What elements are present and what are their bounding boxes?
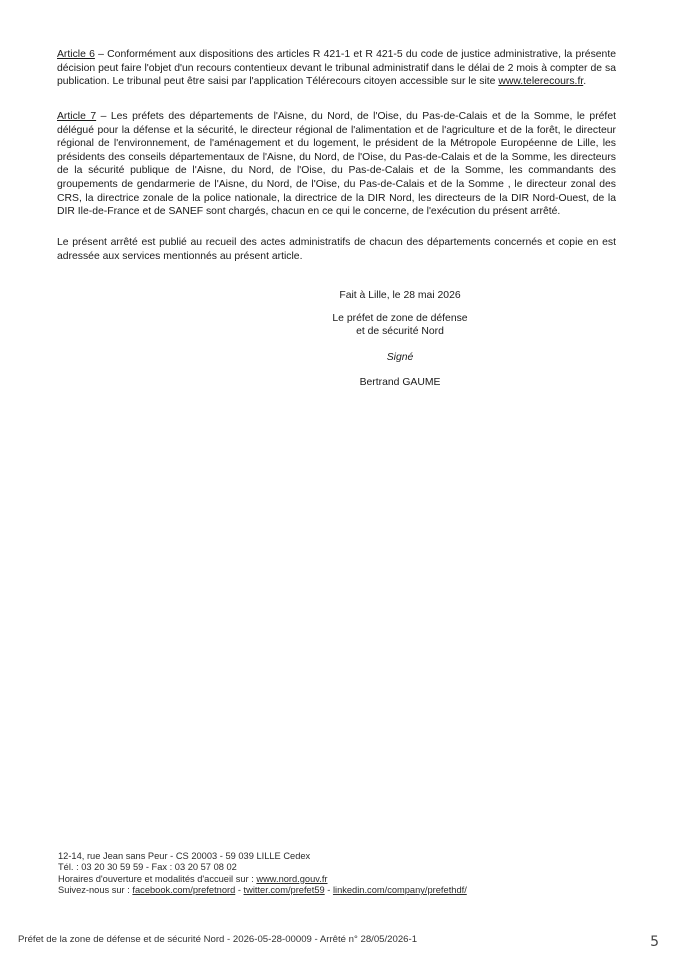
article-6-heading: Article 6 (57, 49, 95, 60)
article-6-text: – Conformément aux dispositions des articles R 421-1 et R 421-5 du code de justice administrative, la présente décision peut faire l'objet d'un recours contentieux devant le tribunal administratif dans le délai de 2 mois à compter de sa publication. Le tribunal peut être saisi par l'application Télérecours citoyen accessible sur le site (57, 49, 616, 88)
signatory-name: Bertrand GAUME (359, 377, 441, 389)
signed-mention: Signé (386, 351, 414, 363)
footer-follow-label: Suivez-nous sur : (58, 885, 133, 896)
signatory-title-line1: Le préfet de zone de défense (332, 312, 468, 324)
twitter-link[interactable]: twitter.com/prefet59 (243, 885, 325, 896)
article-7-paragraph (57, 110, 616, 219)
article-7-text: – Les préfets des départements de l'Aisne, du Nord, de l'Oise, du Pas-de-Calais et de la Somme, le préfet délégué pour la défense et la sécurité, le directeur régional de l'alimentation et de l'agriculture et de la forêt, le directeur régional de l'environnement, de l'aménagement et du logement, le président de la Métropole Européenne de Lille, les présidents des conseils départementaux de l'Aisne, du Nord, de l'Oise, du Pas-de-Calais et de la Somme, les directeurs de la sécurité publique de l'Aisne, du Nord, de l'Oise, du Pas-de-Calais et de la Somme, les commandants des groupements de gendarmerie de l'Aisne, du Nord, de l'Oise, du Pas-de-Calais et de la Somme , le directeur zonal des CRS, la directrice zonale de la police nationale, la directrice de la DIR Nord, les directeurs de la DIR Nord-Ouest, de la DIR Ile-de-France et de SANEF sont chargés, chacun en ce qui le concerne, de l'exécution du présent arrêté. (57, 111, 616, 218)
footer-hours (58, 874, 467, 885)
place-date: Fait à Lille, le 28 mai 2026 (339, 290, 461, 301)
publication-paragraph: Le présent arrêté est publié au recueil des actes administratifs de chacun des départements concernés et copie en est adressée aux services mentionnés au présent article. (57, 237, 616, 262)
footer-hours-label: Horaires d'ouverture et modalités d'accueil sur : (58, 873, 257, 884)
page-number: 5 (650, 934, 659, 950)
nord-gouv-link[interactable]: www.nord.gouv.fr (256, 873, 328, 884)
linkedin-link[interactable]: linkedin.com/company/prefethdf/ (332, 885, 467, 896)
footer-phone: Tél. : 03 20 30 59 59 - Fax : 03 20 57 08 02 (58, 862, 237, 873)
footer-social (58, 885, 467, 896)
footer-contact (58, 851, 467, 897)
signatory-title-line2: et de sécurité Nord (356, 326, 444, 338)
document-reference: Préfet de la zone de défense et de sécurité Nord - 2026-05-28-00009 - Arrêté n° 28/05/2026-1 (18, 934, 418, 945)
article-6-paragraph (57, 48, 616, 89)
article-6-end: . (583, 76, 587, 88)
separator: - (235, 885, 244, 896)
facebook-link[interactable]: facebook.com/prefetnord (132, 885, 236, 896)
article-7-heading: Article 7 (57, 111, 97, 122)
signature-block (300, 289, 500, 390)
footer-address: 12-14, rue Jean sans Peur - CS 20003 - 59 039 LILLE Cedex (58, 851, 311, 861)
separator: - (324, 885, 333, 896)
telerecours-link[interactable]: www.telerecours.fr (498, 76, 584, 88)
